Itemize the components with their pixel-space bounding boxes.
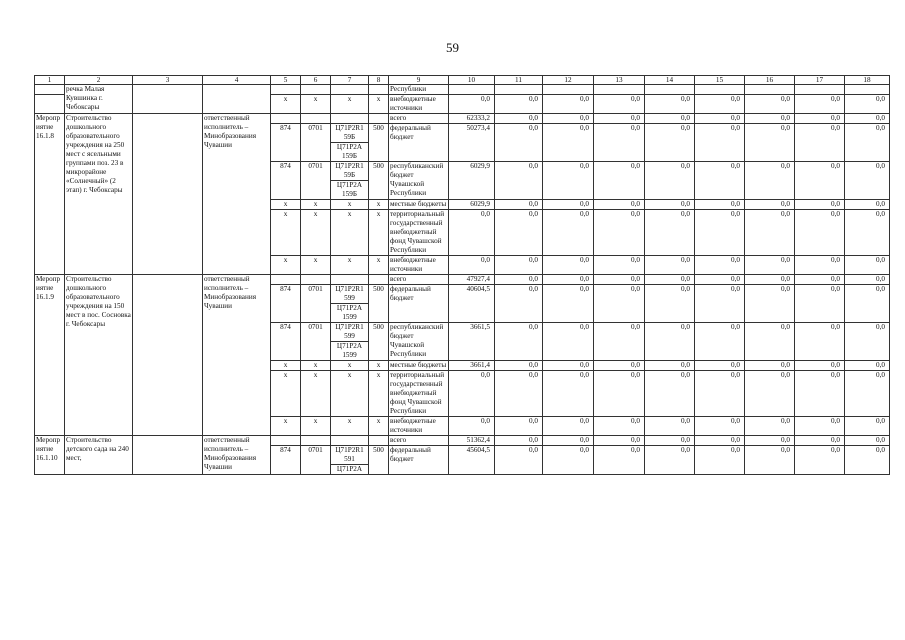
- cell-value: 45604,5: [449, 446, 495, 475]
- cell-label: [35, 95, 65, 114]
- cell-value: 0,0: [845, 95, 890, 114]
- cell-code: [301, 275, 331, 285]
- cell-value: [594, 85, 645, 95]
- code-line: Ц71Р2R1 59Б: [335, 162, 364, 179]
- cell-value: [645, 85, 695, 95]
- cell-value: 0,0: [645, 323, 695, 361]
- cell-empty: [133, 85, 203, 114]
- cell-source: всего: [389, 436, 449, 446]
- cell-code: 874: [271, 162, 301, 200]
- cell-code: x: [331, 417, 369, 436]
- cell-object: Строительство дошкольного образовательного учреждения на 250 мест с ясельными группами поз. 23 в микрорайоне «Солнечный» (2 этап) г. Чебоксары: [65, 114, 133, 275]
- cell-value: 0,0: [795, 210, 845, 256]
- cell-value: [495, 85, 543, 95]
- cell-value: 0,0: [495, 210, 543, 256]
- cell-value: 0,0: [795, 446, 845, 475]
- cell-code: [271, 275, 301, 285]
- cell-value: 0,0: [695, 114, 745, 124]
- cell-value: 0,0: [645, 285, 695, 323]
- cell-value: 0,0: [745, 436, 795, 446]
- cell-value: 0,0: [543, 95, 594, 114]
- cell-value: 0,0: [594, 371, 645, 417]
- cell-code: x: [271, 256, 301, 275]
- cell-source: республиканский бюджет Чувашской Республики: [389, 162, 449, 200]
- table-row: [35, 114, 890, 124]
- cell-value: 0,0: [543, 256, 594, 275]
- cell-code: [331, 446, 369, 475]
- cell-label: Мероприятие 16.1.8: [35, 114, 65, 275]
- cell-value: 0,0: [543, 371, 594, 417]
- budget-table: [34, 75, 890, 475]
- cell-value: 0,0: [543, 114, 594, 124]
- cell-value: 0,0: [543, 323, 594, 361]
- cell-code: x: [271, 361, 301, 371]
- cell-value: 6029,9: [449, 162, 495, 200]
- code-line: Ц71Р2R1 59Б: [335, 124, 364, 141]
- cell-value: 0,0: [495, 285, 543, 323]
- cell-code: 500: [369, 323, 389, 361]
- code-line: Ц71Р2R1 591: [335, 446, 364, 463]
- column-header: 11: [495, 76, 543, 85]
- cell-empty: [133, 436, 203, 475]
- cell-value: 0,0: [543, 417, 594, 436]
- cell-code: x: [369, 210, 389, 256]
- cell-value: 3661,4: [449, 361, 495, 371]
- cell-value: 0,0: [495, 114, 543, 124]
- cell-value: 0,0: [795, 124, 845, 162]
- page-number: 59: [446, 40, 459, 55]
- cell-value: 0,0: [745, 162, 795, 200]
- cell-code: x: [271, 200, 301, 210]
- cell-code: [331, 114, 369, 124]
- cell-value: 0,0: [495, 446, 543, 475]
- cell-value: 0,0: [645, 210, 695, 256]
- cell-value: 0,0: [594, 323, 645, 361]
- cell-object: Строительство детского сада на 240 мест,: [65, 436, 133, 475]
- cell-value: 0,0: [543, 200, 594, 210]
- cell-value: 0,0: [795, 200, 845, 210]
- cell-value: 0,0: [495, 200, 543, 210]
- cell-code: [331, 436, 369, 446]
- cell-value: 0,0: [594, 95, 645, 114]
- cell-value: 0,0: [449, 417, 495, 436]
- cell-value: 0,0: [695, 371, 745, 417]
- cell-value: 0,0: [695, 256, 745, 275]
- cell-code: [331, 124, 369, 162]
- cell-value: 0,0: [845, 323, 890, 361]
- cell-value: 0,0: [645, 275, 695, 285]
- cell-source: территориальный государственный внебюджетный фонд Чувашской Республики: [389, 210, 449, 256]
- code-line: Ц71Р2А 159Б: [331, 142, 368, 161]
- column-header: 8: [369, 76, 389, 85]
- cell-value: 0,0: [594, 124, 645, 162]
- cell-value: 0,0: [845, 162, 890, 200]
- cell-code: 0701: [301, 446, 331, 475]
- cell-value: 0,0: [695, 124, 745, 162]
- cell-value: 51362,4: [449, 436, 495, 446]
- cell-code: [301, 85, 331, 95]
- cell-value: 0,0: [543, 436, 594, 446]
- cell-value: 0,0: [845, 114, 890, 124]
- cell-value: 0,0: [795, 162, 845, 200]
- cell-value: 0,0: [845, 446, 890, 475]
- cell-value: 0,0: [543, 446, 594, 475]
- cell-value: 0,0: [745, 124, 795, 162]
- cell-value: 0,0: [543, 275, 594, 285]
- cell-source: территориальный государственный внебюджетный фонд Чувашской Республики: [389, 371, 449, 417]
- cell-value: [745, 85, 795, 95]
- column-header: 1: [35, 76, 65, 85]
- cell-code: x: [369, 371, 389, 417]
- cell-value: 0,0: [795, 285, 845, 323]
- cell-value: 0,0: [745, 361, 795, 371]
- cell-code: x: [331, 256, 369, 275]
- cell-code: x: [271, 371, 301, 417]
- cell-value: 0,0: [695, 285, 745, 323]
- cell-code: x: [369, 200, 389, 210]
- cell-value: 0,0: [795, 436, 845, 446]
- cell-value: 0,0: [495, 256, 543, 275]
- cell-code: x: [271, 210, 301, 256]
- cell-empty: [133, 114, 203, 275]
- cell-value: 0,0: [495, 95, 543, 114]
- cell-value: 0,0: [745, 95, 795, 114]
- cell-value: 0,0: [695, 361, 745, 371]
- cell-value: 0,0: [745, 417, 795, 436]
- cell-value: 0,0: [745, 446, 795, 475]
- cell-code: [271, 114, 301, 124]
- column-header: 15: [695, 76, 745, 85]
- column-header: 12: [543, 76, 594, 85]
- cell-source: Республики: [389, 85, 449, 95]
- cell-code: [369, 436, 389, 446]
- cell-code: x: [331, 371, 369, 417]
- code-line: Ц71Р2А: [331, 464, 368, 474]
- cell-code: 500: [369, 285, 389, 323]
- cell-value: 40604,5: [449, 285, 495, 323]
- cell-code: [271, 436, 301, 446]
- cell-value: 0,0: [645, 436, 695, 446]
- cell-code: [271, 85, 301, 95]
- cell-source: федеральный бюджет: [389, 285, 449, 323]
- cell-value: 0,0: [594, 361, 645, 371]
- cell-value: 0,0: [495, 162, 543, 200]
- cell-value: 0,0: [845, 361, 890, 371]
- code-line: Ц71Р2А 159Б: [331, 180, 368, 199]
- cell-label: Мероприятие 16.1.10: [35, 436, 65, 475]
- cell-value: 0,0: [645, 124, 695, 162]
- cell-value: 0,0: [495, 417, 543, 436]
- cell-code: [331, 162, 369, 200]
- cell-code: [301, 114, 331, 124]
- cell-code: 500: [369, 446, 389, 475]
- cell-code: x: [271, 95, 301, 114]
- table-row: [35, 436, 890, 446]
- code-line: Ц71Р2R1 599: [335, 285, 364, 302]
- cell-code: [331, 323, 369, 361]
- code-line: Ц71Р2А 1599: [331, 341, 368, 360]
- column-header: 18: [845, 76, 890, 85]
- code-line: Ц71Р2А 1599: [331, 303, 368, 322]
- cell-value: 47927,4: [449, 275, 495, 285]
- cell-value: 0,0: [645, 417, 695, 436]
- cell-value: 0,0: [543, 285, 594, 323]
- cell-code: x: [331, 95, 369, 114]
- cell-value: 0,0: [795, 256, 845, 275]
- cell-code: [369, 85, 389, 95]
- cell-value: 0,0: [594, 162, 645, 200]
- cell-source: местные бюджеты: [389, 200, 449, 210]
- cell-value: 0,0: [795, 114, 845, 124]
- cell-value: 0,0: [845, 124, 890, 162]
- cell-value: 0,0: [594, 200, 645, 210]
- cell-source: всего: [389, 275, 449, 285]
- cell-value: 0,0: [695, 275, 745, 285]
- cell-value: 0,0: [495, 371, 543, 417]
- cell-value: 0,0: [795, 417, 845, 436]
- cell-value: 0,0: [449, 256, 495, 275]
- cell-value: 0,0: [594, 417, 645, 436]
- cell-value: 0,0: [645, 361, 695, 371]
- cell-value: 0,0: [543, 210, 594, 256]
- cell-code: 874: [271, 124, 301, 162]
- cell-code: [369, 275, 389, 285]
- cell-value: 0,0: [795, 275, 845, 285]
- cell-source: внебюджетные источники: [389, 95, 449, 114]
- cell-value: 0,0: [495, 436, 543, 446]
- cell-code: x: [301, 210, 331, 256]
- cell-source: внебюджетные источники: [389, 417, 449, 436]
- cell-value: 0,0: [745, 210, 795, 256]
- cell-executor: ответственный исполнитель – Минобразования Чувашии: [203, 114, 271, 275]
- cell-code: 874: [271, 446, 301, 475]
- cell-value: 0,0: [745, 371, 795, 417]
- cell-object: Строительство дошкольного образовательного учреждения на 150 мест в пос. Сосновка г. Чебоксары: [65, 275, 133, 436]
- cell-value: 0,0: [745, 275, 795, 285]
- cell-value: 0,0: [495, 361, 543, 371]
- cell-code: x: [301, 200, 331, 210]
- cell-value: 0,0: [495, 323, 543, 361]
- cell-value: 0,0: [695, 200, 745, 210]
- cell-code: x: [369, 256, 389, 275]
- cell-value: 0,0: [845, 210, 890, 256]
- cell-value: 0,0: [645, 446, 695, 475]
- cell-value: 0,0: [449, 210, 495, 256]
- cell-value: 0,0: [795, 95, 845, 114]
- cell-value: 0,0: [745, 285, 795, 323]
- cell-value: 0,0: [695, 417, 745, 436]
- cell-code: 874: [271, 285, 301, 323]
- cell-value: 0,0: [745, 256, 795, 275]
- cell-value: [795, 85, 845, 95]
- cell-value: 0,0: [645, 371, 695, 417]
- cell-value: 0,0: [695, 210, 745, 256]
- cell-value: 0,0: [449, 95, 495, 114]
- cell-value: [845, 85, 890, 95]
- cell-value: 0,0: [594, 256, 645, 275]
- cell-value: [543, 85, 594, 95]
- cell-source: федеральный бюджет: [389, 124, 449, 162]
- cell-value: 0,0: [645, 162, 695, 200]
- cell-value: 0,0: [594, 436, 645, 446]
- cell-value: 0,0: [645, 200, 695, 210]
- table-row: [35, 85, 890, 95]
- cell-value: 0,0: [845, 436, 890, 446]
- cell-value: 0,0: [695, 323, 745, 361]
- cell-executor: ответственный исполнитель – Минобразования Чувашии: [203, 275, 271, 436]
- cell-label: [35, 85, 65, 95]
- cell-value: 0,0: [695, 446, 745, 475]
- cell-value: 50273,4: [449, 124, 495, 162]
- cell-code: x: [331, 210, 369, 256]
- column-header: 4: [203, 76, 271, 85]
- cell-value: 0,0: [695, 162, 745, 200]
- cell-source: федеральный бюджет: [389, 446, 449, 475]
- column-header: 13: [594, 76, 645, 85]
- cell-executor: [203, 85, 271, 114]
- cell-value: [695, 85, 745, 95]
- cell-value: 0,0: [795, 361, 845, 371]
- cell-label: Мероприятие 16.1.9: [35, 275, 65, 436]
- cell-executor: ответственный исполнитель – Минобразования Чувашии: [203, 436, 271, 475]
- cell-source: республиканский бюджет Чувашской Республики: [389, 323, 449, 361]
- cell-value: 0,0: [495, 275, 543, 285]
- cell-value: 0,0: [845, 371, 890, 417]
- cell-code: [369, 114, 389, 124]
- column-header: 14: [645, 76, 695, 85]
- cell-code: x: [331, 200, 369, 210]
- cell-source: местные бюджеты: [389, 361, 449, 371]
- cell-empty: [133, 275, 203, 436]
- cell-value: 3661,5: [449, 323, 495, 361]
- cell-code: 0701: [301, 124, 331, 162]
- cell-code: x: [301, 371, 331, 417]
- cell-object: речка Малая Кувшинка г. Чебоксары: [65, 85, 133, 114]
- cell-value: 0,0: [845, 256, 890, 275]
- cell-value: 0,0: [795, 371, 845, 417]
- cell-value: 0,0: [645, 114, 695, 124]
- cell-code: x: [369, 95, 389, 114]
- cell-value: 0,0: [449, 371, 495, 417]
- cell-value: 0,0: [495, 124, 543, 162]
- cell-value: 0,0: [543, 162, 594, 200]
- cell-code: [301, 436, 331, 446]
- cell-code: x: [331, 361, 369, 371]
- cell-code: [331, 285, 369, 323]
- cell-value: 0,0: [594, 275, 645, 285]
- header-row: [35, 76, 890, 85]
- cell-code: x: [301, 361, 331, 371]
- cell-value: 0,0: [845, 417, 890, 436]
- column-header: 9: [389, 76, 449, 85]
- cell-code: x: [301, 95, 331, 114]
- column-header: 5: [271, 76, 301, 85]
- cell-code: 0701: [301, 162, 331, 200]
- cell-value: 0,0: [745, 323, 795, 361]
- cell-code: x: [301, 256, 331, 275]
- column-header: 10: [449, 76, 495, 85]
- cell-value: 0,0: [695, 436, 745, 446]
- cell-value: 62333,2: [449, 114, 495, 124]
- cell-code: [331, 275, 369, 285]
- cell-value: 0,0: [543, 361, 594, 371]
- table-row: [35, 275, 890, 285]
- cell-code: 874: [271, 323, 301, 361]
- cell-value: 0,0: [845, 200, 890, 210]
- column-header: 2: [65, 76, 133, 85]
- cell-code: 0701: [301, 323, 331, 361]
- cell-value: 0,0: [543, 124, 594, 162]
- cell-value: 0,0: [845, 275, 890, 285]
- cell-value: 0,0: [594, 285, 645, 323]
- cell-code: [331, 85, 369, 95]
- cell-value: 0,0: [645, 256, 695, 275]
- cell-code: 500: [369, 162, 389, 200]
- cell-value: 0,0: [745, 114, 795, 124]
- cell-value: 0,0: [594, 114, 645, 124]
- column-header: 6: [301, 76, 331, 85]
- cell-value: 0,0: [594, 446, 645, 475]
- cell-source: всего: [389, 114, 449, 124]
- cell-value: 0,0: [745, 200, 795, 210]
- cell-source: внебюджетные источники: [389, 256, 449, 275]
- cell-code: x: [301, 417, 331, 436]
- cell-value: 0,0: [845, 285, 890, 323]
- column-header: 16: [745, 76, 795, 85]
- column-header: 17: [795, 76, 845, 85]
- cell-code: 0701: [301, 285, 331, 323]
- cell-code: 500: [369, 124, 389, 162]
- cell-value: 0,0: [645, 95, 695, 114]
- cell-code: x: [369, 417, 389, 436]
- cell-code: x: [369, 361, 389, 371]
- column-header: 3: [133, 76, 203, 85]
- column-header: 7: [331, 76, 369, 85]
- cell-value: 0,0: [795, 323, 845, 361]
- cell-value: 0,0: [594, 210, 645, 256]
- cell-value: 0,0: [695, 95, 745, 114]
- code-line: Ц71Р2R1 599: [335, 323, 364, 340]
- cell-value: [449, 85, 495, 95]
- cell-code: x: [271, 417, 301, 436]
- cell-value: 6029,9: [449, 200, 495, 210]
